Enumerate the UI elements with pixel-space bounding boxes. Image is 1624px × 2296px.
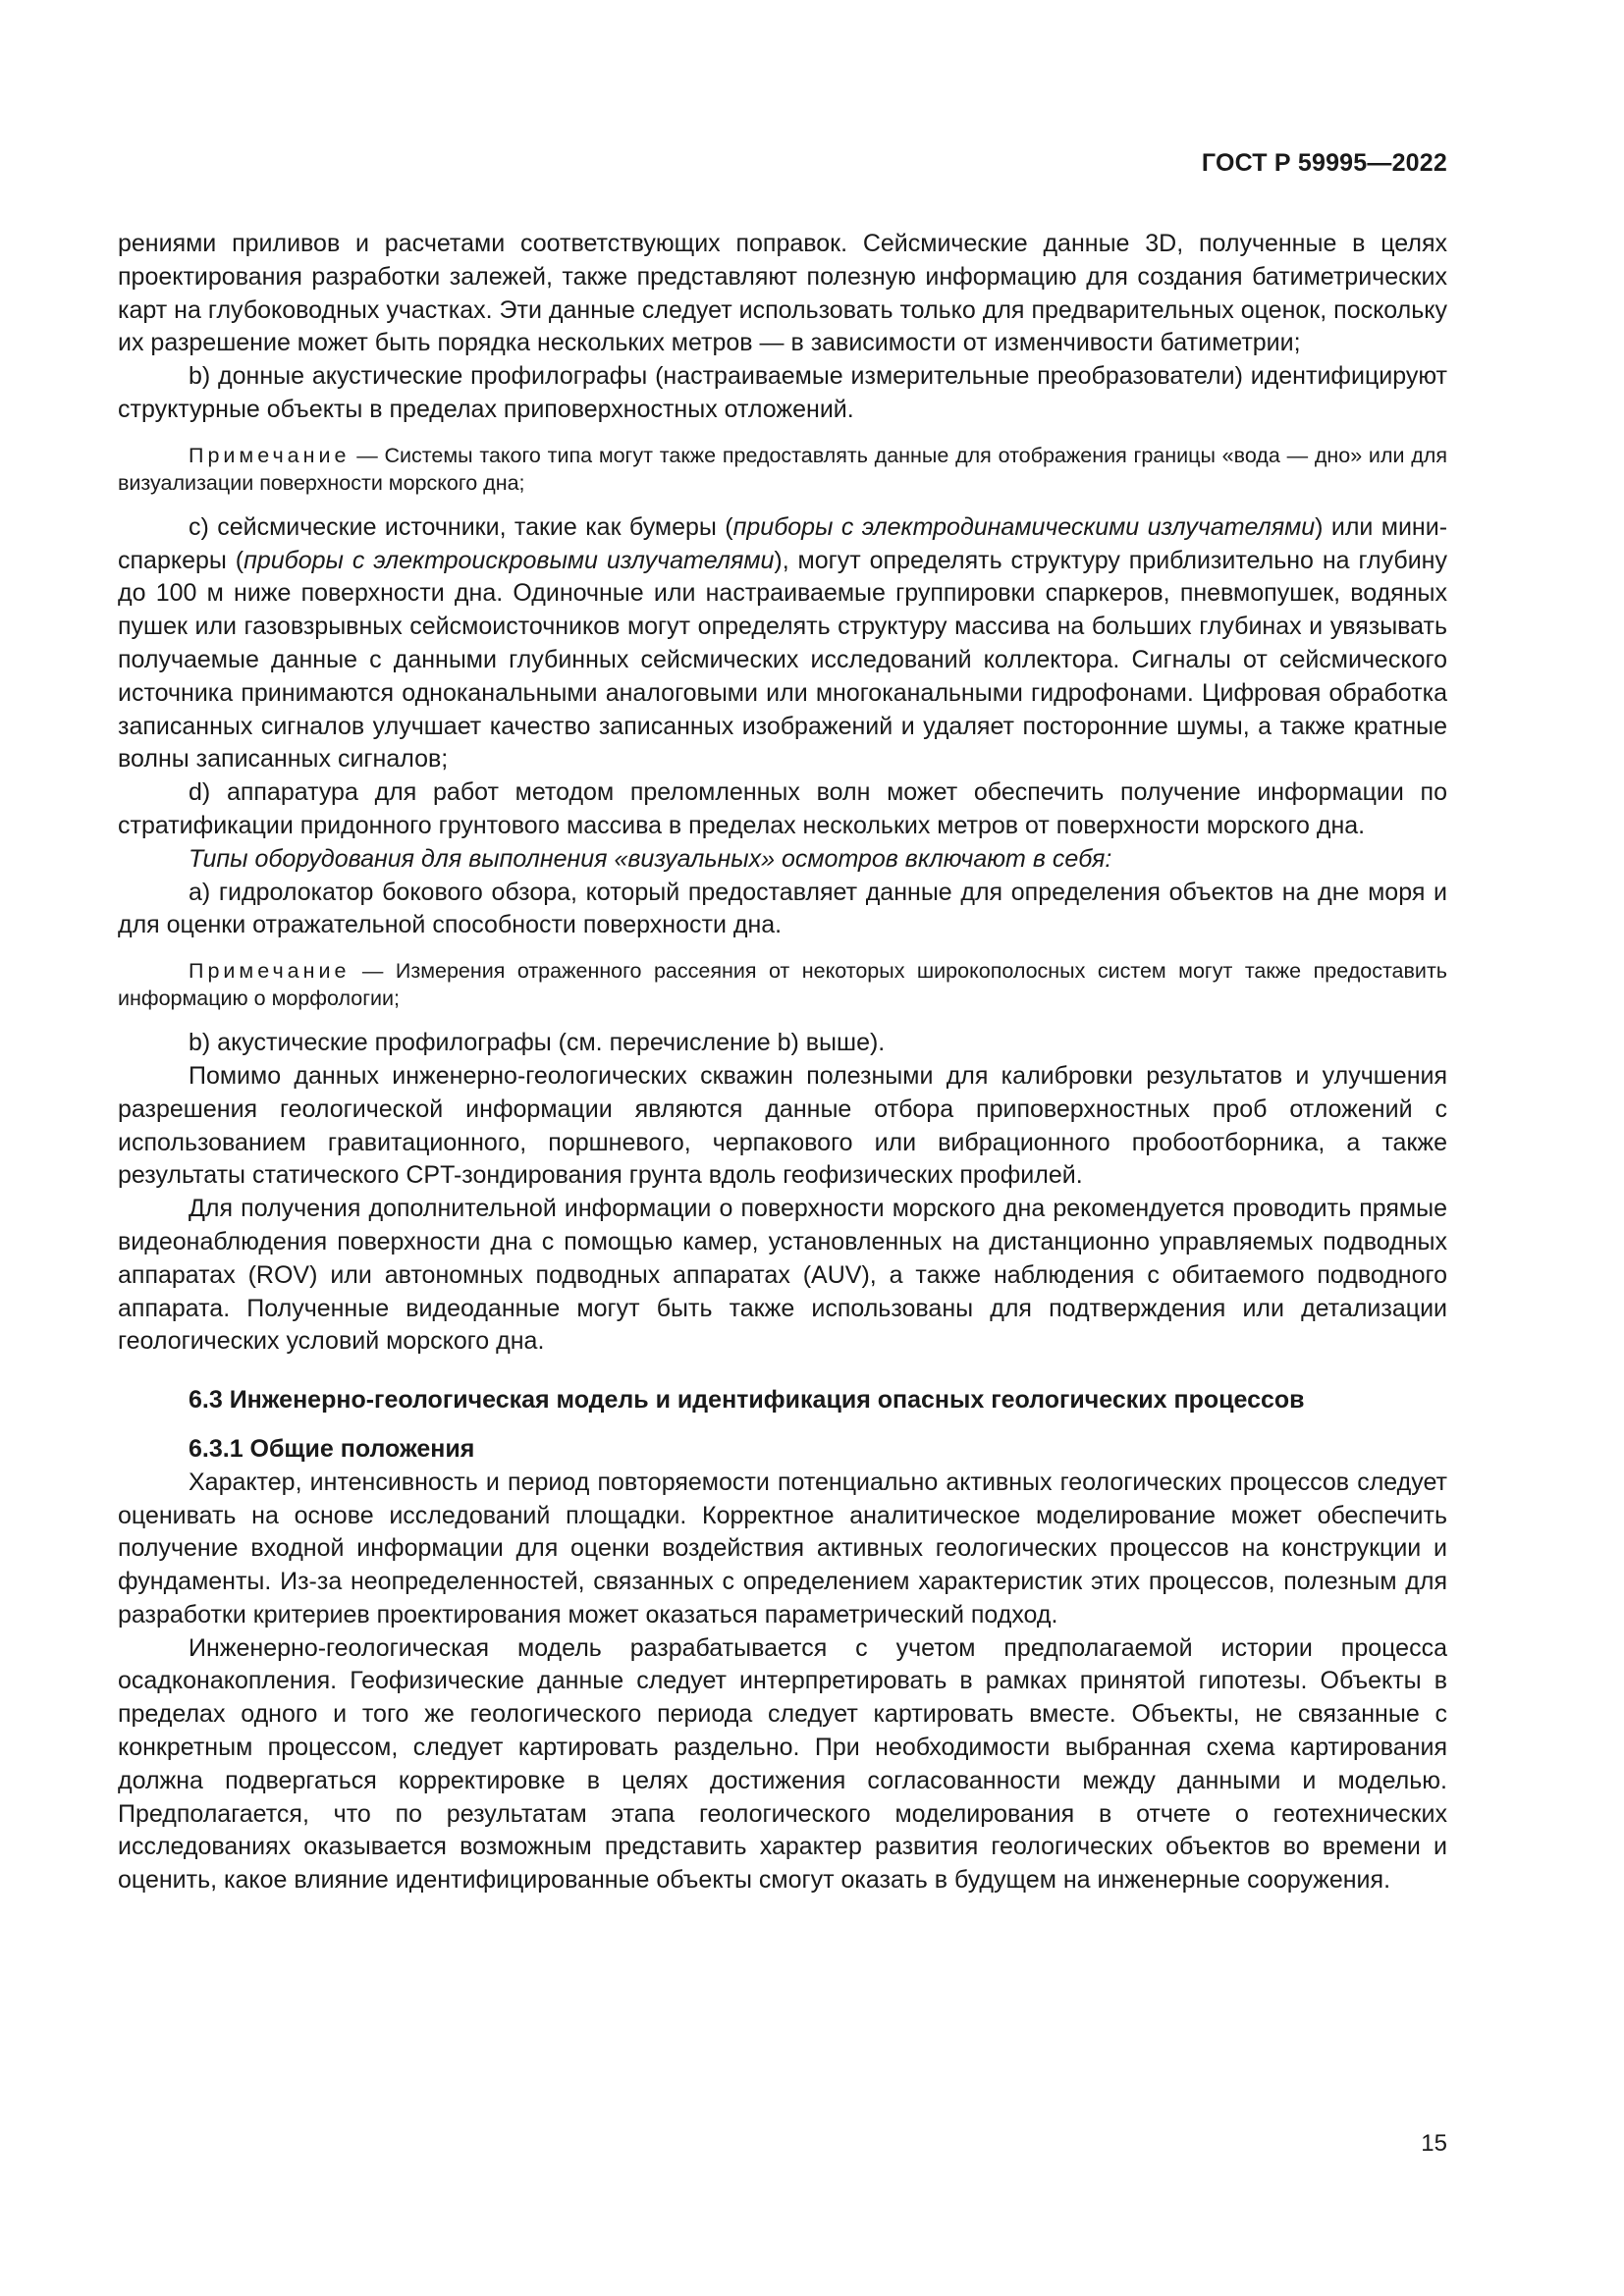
page-body — [118, 228, 1447, 1897]
paragraph: Для получения дополнительной информации о поверхности морского дна рекомендуется проводить прямые видеонаблюдения поверхности дна с помощью камер, установленных на дистанционно управляемых подводных аппаратах (ROV) или автономных подводных аппаратах (AUV), а также наблюдения с обитаемого подводного аппарата. Полученные видеоданные могут быть также использованы для подтверждения или детализации геологических условий морского дна. — [118, 1195, 1447, 1356]
paragraph: Инженерно-геологическая модель разрабатывается с учетом предполагаемой истории процесса осадконакопления. Геофизические данные следует интерпретировать в рамках принятой гипотезы. Объекты в пределах одного и того же геологического периода следует картировать вместе. Объекты, не связанные с конкретным процессом, следует картировать раздельно. При необходимости выбранная схема картирования должна подвергаться корректировке в целях достижения согласованности между данными и моделью. Предполагается, что по результатам этапа геологического моделирования в отчете о геотехнических исследованиях оказывается возможным представить характер развития геологических объектов во времени и оценить, какое влияние идентифицированные объекты смогут оказать в будущем на инженерные сооружения. — [118, 1633, 1447, 1895]
note-2 — [118, 957, 1447, 1012]
paragraph: Помимо данных инженерно-геологических скважин полезными для калибровки результатов и улучшения разрешения геологической информации являются данные отбора приповерхностных проб отложений с использованием гравитационного, поршневого, черпакового или вибрационного пробоотборника, а также результаты статического CPT-зондирования грунта вдоль геофизических профилей. — [118, 1061, 1447, 1190]
paragraph-continuation: рениями приливов и расчетами соответствующих поправок. Сейсмические данные 3D, полученные в целях проектирования разработки залежей, также представляют полезную информацию для создания батиметрических карт на глубоководных участках. Эти данные следует использовать только для предварительных оценок, поскольку их разрешение может быть порядка нескольких метров — в зависимости от изменчивости батиметрии; — [118, 230, 1447, 357]
note-text: — Измерения отраженного рассеяния от некоторых широкополосных систем могут также предоставить информацию о морфологии; — [118, 959, 1447, 1011]
note-1 — [118, 442, 1447, 497]
list-item-d: d) аппаратура для работ методом преломленных волн может обеспечить получение информации по стратификации придонного грунтового массива в пределах нескольких метров от поверхности морского дна. — [118, 778, 1447, 839]
document-header: ГОСТ Р 59995—2022 — [1201, 149, 1447, 177]
note-text: — Системы такого типа могут также предоставлять данные для отображения границы «вода — дно» или для визуализации поверхности морского дна; — [118, 443, 1447, 495]
italic-term: приборы с электроискровыми излучателями — [244, 546, 775, 574]
list-item-b2: b) акустические профилографы (см. перечисление b) выше). — [189, 1029, 886, 1057]
italic-text: Типы оборудования для выполнения «визуальных» осмотров включают в себя: — [189, 844, 1112, 873]
page-number: 15 — [1421, 2130, 1447, 2157]
list-item-c — [118, 511, 1447, 776]
list-item-b: b) донные акустические профилографы (настраиваемые измерительные преобразователи) идентифицируют структурные объекты в пределах приповерхностных отложений. — [118, 362, 1447, 423]
text-run: ) или мини-спаркеры ( — [118, 512, 1448, 574]
text-run: c) сейсмические источники, такие как бумеры ( — [189, 512, 733, 541]
subsection-heading: 6.3.1 Общие положения — [189, 1434, 475, 1463]
text-run: ), могут определять структуру приблизительно на глубину до 100 м ниже поверхности дна. Одиночные или настраиваемые группировки спаркеров, пневмопушек, водяных пушек или газовзрывных сейсмоисточников могут определять структуру массива на больших глубинах и увязывать получаемые данные с данными глубинных сейсмических исследований коллектора. Сигналы от сейсмического источника принимаются одноканальными аналоговыми или многоканальными гидрофонами. Цифровая обработка записанных сигналов улучшает качество записанных изображений и удаляет посторонние шумы, а также кратные волны записанных сигналов; — [118, 546, 1447, 774]
italic-term: приборы с электродинамическими излучателями — [732, 512, 1316, 541]
list-item-a: а) гидролокатор бокового обзора, который предоставляет данные для определения объектов на дне моря и для оценки отражательной способности поверхности дна. — [118, 878, 1447, 939]
italic-intro — [118, 843, 1447, 877]
paragraph: Характер, интенсивность и период повторяемости потенциально активных геологических процессов следует оценивать на основе исследований площадки. Корректное аналитическое моделирование может обеспечить получение входной информации для оценки воздействия активных геологических процессов на конструкции и фундаменты. Из-за неопределенностей, связанных с определением характеристик этих процессов, полезным для разработки критериев проектирования может оказаться параметрический подход. — [118, 1468, 1447, 1629]
section-heading: 6.3 Инженерно-геологическая модель и идентификация опасных геологических процессов — [189, 1386, 1305, 1415]
note-label: Примечание — [189, 959, 351, 984]
note-label: Примечание — [189, 443, 351, 467]
